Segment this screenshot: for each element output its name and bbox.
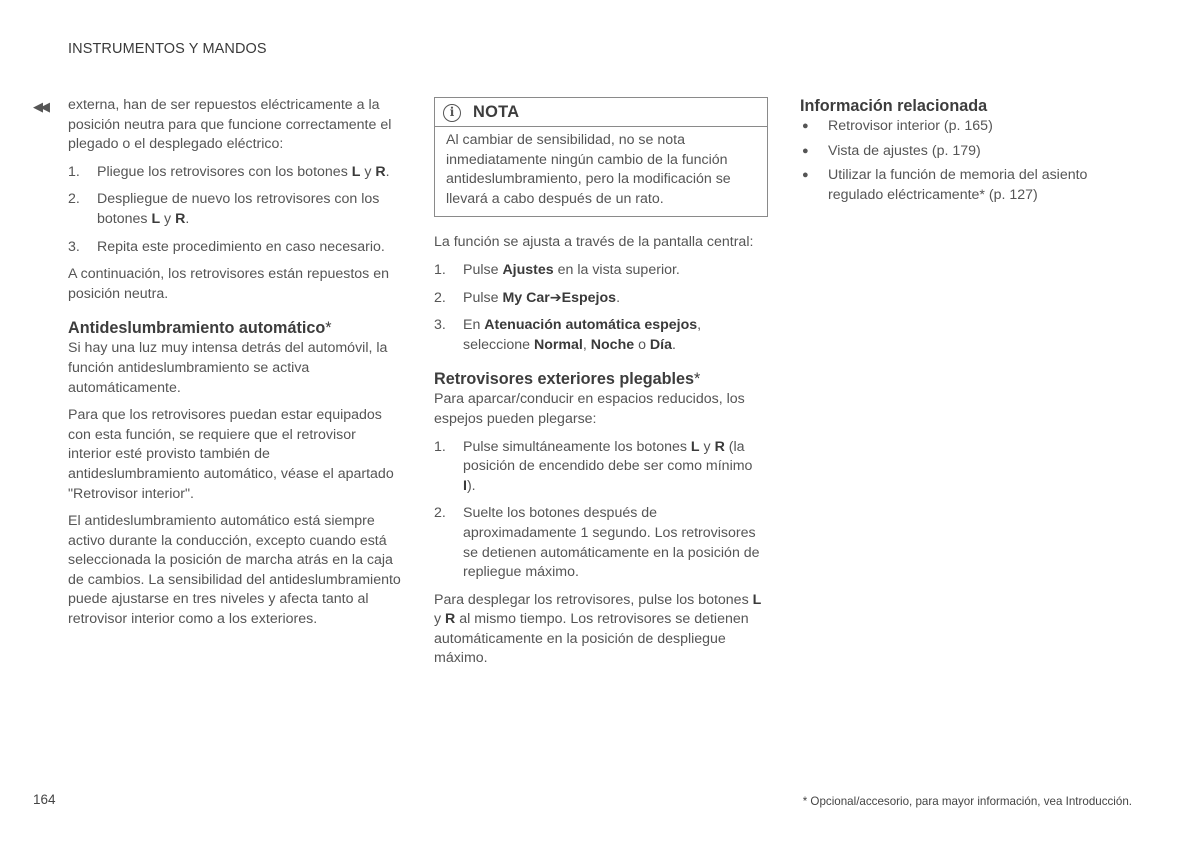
related-link[interactable]: Vista de ajustes (p. 179) (828, 142, 981, 159)
menu-label: Ajustes (502, 261, 554, 278)
button-key-label: L (151, 210, 161, 227)
bullet-icon: ● (802, 120, 809, 132)
list-item (68, 163, 402, 183)
bullet-icon: ● (802, 169, 809, 182)
paragraph: Para desplegar los retrovisores, pulse los botones L y R al mismo tiempo. Los retrovisores se detienen automáticamente en la posición de despliegue máximo. (434, 591, 762, 667)
double-left-arrow-icon: ◀◀ (33, 99, 47, 114)
menu-label: My Car (502, 289, 550, 306)
list-item (434, 504, 768, 582)
paragraph: Para que los retrovisores puedan estar equipados con esta función, se requiere que el retrovisor interior esté provisto también de antideslumbramiento automático, véase el apartado "Retrovisor interior". (68, 407, 394, 502)
step-text: Despliegue de nuevo los retrovisores con los botones L y R. (97, 191, 380, 227)
related-links-list (800, 117, 1134, 205)
option-label: Normal (533, 336, 583, 353)
step-number: 2. (434, 505, 446, 522)
list-item (434, 316, 768, 355)
button-key-label: L (351, 163, 361, 180)
related-link[interactable]: Retrovisor interior (p. 165) (828, 118, 993, 134)
heading-auto-dimming: Antideslumbramiento automático* (68, 319, 332, 338)
note-body: Al cambiar de sensibilidad, no se nota inmediatamente ningún cambio de la función antideslumbramiento, pero la modificación se llevará a cabo después de un rato. (446, 132, 731, 207)
note-header (435, 98, 767, 127)
heading-folding-mirrors: Retrovisores exteriores plegables* (434, 370, 701, 389)
step-text: Pulse Ajustes en la vista superior. (463, 261, 680, 278)
step-text: Pulse My Car➔Espejos. (463, 289, 621, 306)
paragraph: Si hay una luz muy intensa detrás del automóvil, la función antideslumbramiento se activa automáticamente. (68, 340, 388, 396)
list-item (434, 438, 768, 497)
heading-related-info: Información relacionada (800, 97, 988, 115)
step-text: Suelte los botones después de aproximadamente 1 segundo. Los retrovisores se detienen automáticamente en la posición de repliegue máximo. (463, 505, 760, 581)
button-key-label: R (175, 210, 186, 227)
paragraph-after-steps: A continuación, los retrovisores están repuestos en posición neutra. (68, 266, 389, 302)
bullet-icon: ● (802, 144, 809, 157)
step-number: 1. (434, 438, 446, 455)
note-title: NOTA (473, 102, 520, 121)
menu-label: Espejos (561, 289, 617, 306)
step-number: 1. (434, 261, 446, 278)
option-label: Noche (590, 336, 635, 353)
note-box (434, 97, 768, 217)
step-number: 3. (68, 238, 80, 255)
button-key-label: R (445, 611, 456, 628)
list-item (68, 238, 402, 258)
list-item[interactable] (800, 142, 1134, 162)
step-number: 3. (434, 317, 446, 334)
paragraph: Para aparcar/conducir en espacios reducidos, los espejos pueden plegarse: (434, 391, 745, 427)
step-text: Repita este procedimiento en caso necesario. (97, 238, 385, 255)
ignition-position-label: I (463, 477, 467, 494)
related-link[interactable]: Utilizar la función de memoria del asiento regulado eléctricamente* (p. 127) (828, 167, 1088, 203)
step-text: Pliegue los retrovisores con los botones L y R. (97, 163, 390, 180)
column-middle (434, 96, 768, 677)
steps-list (68, 163, 402, 257)
menu-label: Atenuación automática espejos (484, 317, 698, 334)
step-number: 2. (434, 289, 446, 306)
steps-list (434, 438, 768, 583)
steps-list (434, 261, 768, 355)
list-item[interactable] (800, 117, 1134, 137)
button-key-label: R (714, 438, 725, 455)
column-left (68, 96, 402, 638)
list-item (68, 190, 402, 229)
list-item (434, 261, 768, 281)
step-number: 1. (68, 163, 80, 180)
info-circle-icon: i (443, 104, 461, 122)
button-key-label: L (752, 591, 762, 608)
paragraph: El antideslumbramiento automático está siempre activo durante la conducción, excepto cuando está seleccionada la posición de marcha atrás en la caja de cambios. La sensibilidad del antideslumbramiento puede ajustarse en tres niveles y afecta tanto al retrovisor interior como a los exteriores. (68, 513, 401, 628)
column-right (800, 96, 1134, 210)
step-text: Pulse simultáneamente los botones L y R (la posición de encendido debe ser como mínimo I). (463, 438, 753, 494)
section-title: INSTRUMENTOS Y MANDOS (68, 41, 267, 57)
step-text: En Atenuación automática espejos, seleccione Normal, Noche o Día. (463, 317, 702, 353)
option-label: Día (649, 336, 672, 353)
step-number: 2. (68, 191, 80, 208)
list-item (434, 289, 768, 309)
button-key-label: L (690, 438, 700, 455)
paragraph-intro: externa, han de ser repuestos eléctricamente a la posición neutra para que funcione correctamente el plegado o el desplegado eléctrico: (68, 97, 392, 153)
paragraph-intro: La función se ajusta a través de la pantalla central: (434, 234, 754, 251)
button-key-label: R (375, 163, 386, 180)
footnote: * Opcional/accesorio, para mayor información, vea Introducción. (802, 795, 1132, 808)
arrow-right-icon: ➔ (549, 289, 562, 306)
page-number: 164 (33, 792, 56, 807)
list-item[interactable] (800, 166, 1134, 205)
